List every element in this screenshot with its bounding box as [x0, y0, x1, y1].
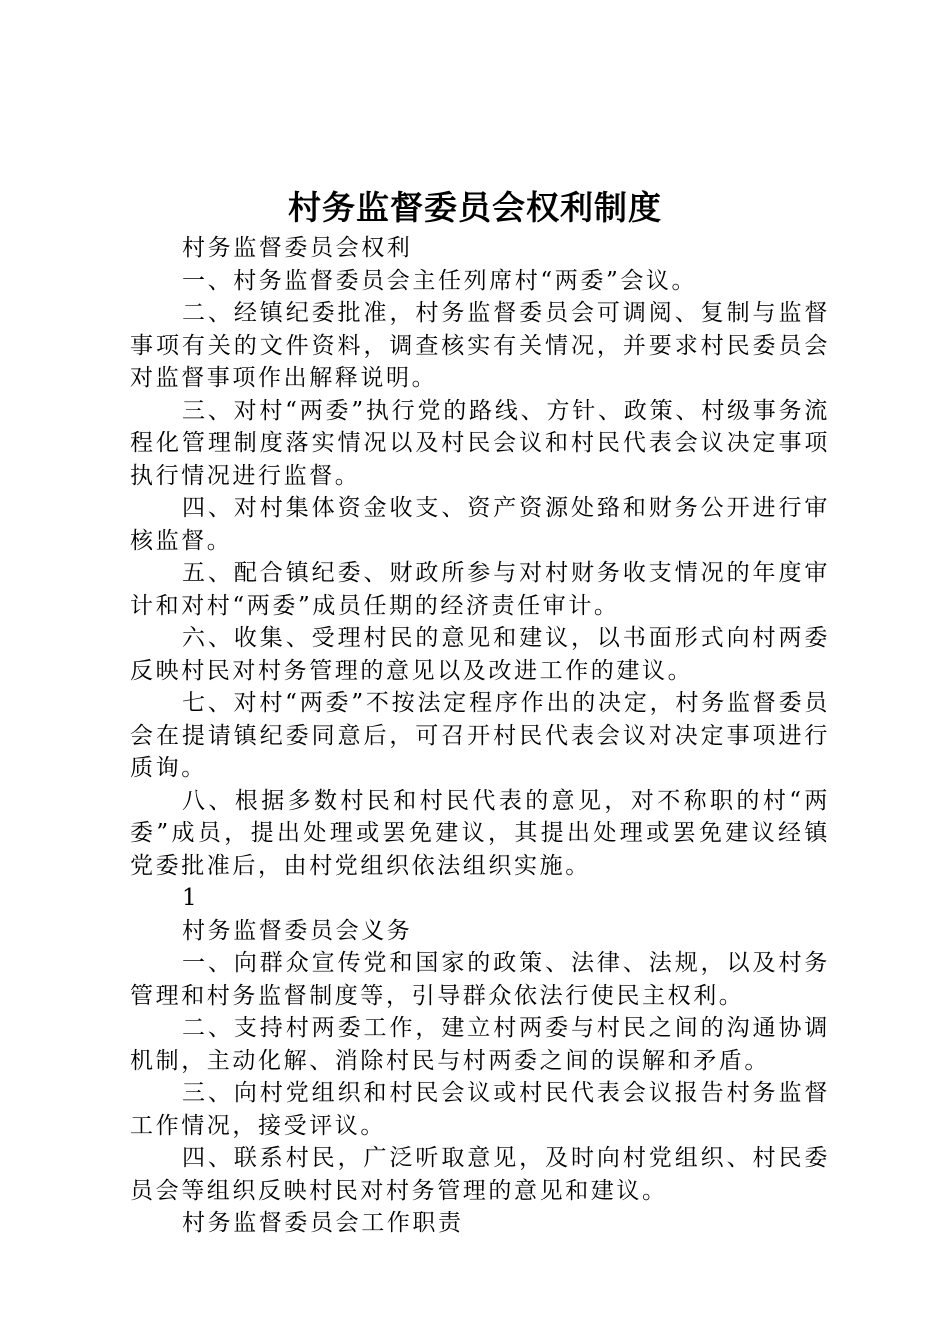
paragraph: 一、村务监督委员会主任列席村“两委”会议。 [182, 267, 698, 294]
paragraph: 三、向村党组织和村民会议或村民代表会议报告村务监督工作情况，接受评议。 [130, 1080, 830, 1139]
document-title: 村务监督委员会权利制度 [288, 188, 662, 227]
paragraph: 四、联系村民，广泛听取意见，及时向村党组织、村民委员会等组织反映村民对村务管理的意见和建议。 [130, 1145, 830, 1204]
paragraph: 二、经镇纪委批准，村务监督委员会可调阅、复制与监督事项有关的文件资料，调查核实有关情况，并要求村民委员会对监督事项作出解释说明。 [130, 300, 830, 391]
paragraph: 一、向群众宣传党和国家的政策、法律、法规，以及村务管理和村务监督制度等，引导群众依法行使民主权利。 [130, 950, 830, 1009]
paragraph: 三、对村“两委”执行党的路线、方针、政策、村级事务流程化管理制度落实情况以及村民会议和村民代表会议决定事项执行情况进行监督。 [130, 397, 830, 489]
paragraph: 七、对村“两委”不按法定程序作出的决定，村务监督委员会在提请镇纪委同意后，可召开村民代表会议对决定事项进行质询。 [130, 690, 830, 781]
section-heading-responsibilities: 村务监督委员会工作职责 [182, 1210, 464, 1236]
paragraph: 八、根据多数村民和村民代表的意见，对不称职的村“两委”成员，提出处理或罢免建议，其提出处理或罢免建议经镇党委批准后，由村党组织依法组织实施。 [130, 787, 830, 879]
section-heading-duties: 村务监督委员会义务 [182, 917, 413, 944]
paragraph: 四、对村集体资金收支、资产资源处臵和财务公开进行审核监督。 [130, 495, 830, 554]
paragraph: 二、支持村两委工作，建立村两委与村民之间的沟通协调机制，主动化解、消除村民与村两委之间的误解和矛盾。 [130, 1015, 830, 1074]
document-body [130, 232, 830, 1240]
paragraph: 五、配合镇纪委、财政所参与对村财务收支情况的年度审计和对村“两委”成员任期的经济责任审计。 [130, 560, 830, 619]
paragraph: 六、收集、受理村民的意见和建议，以书面形式向村两委反映村民对村务管理的意见以及改进工作的建议。 [130, 625, 830, 684]
page-number: 1 [182, 885, 197, 911]
section-heading-rights: 村务监督委员会权利 [182, 235, 413, 261]
